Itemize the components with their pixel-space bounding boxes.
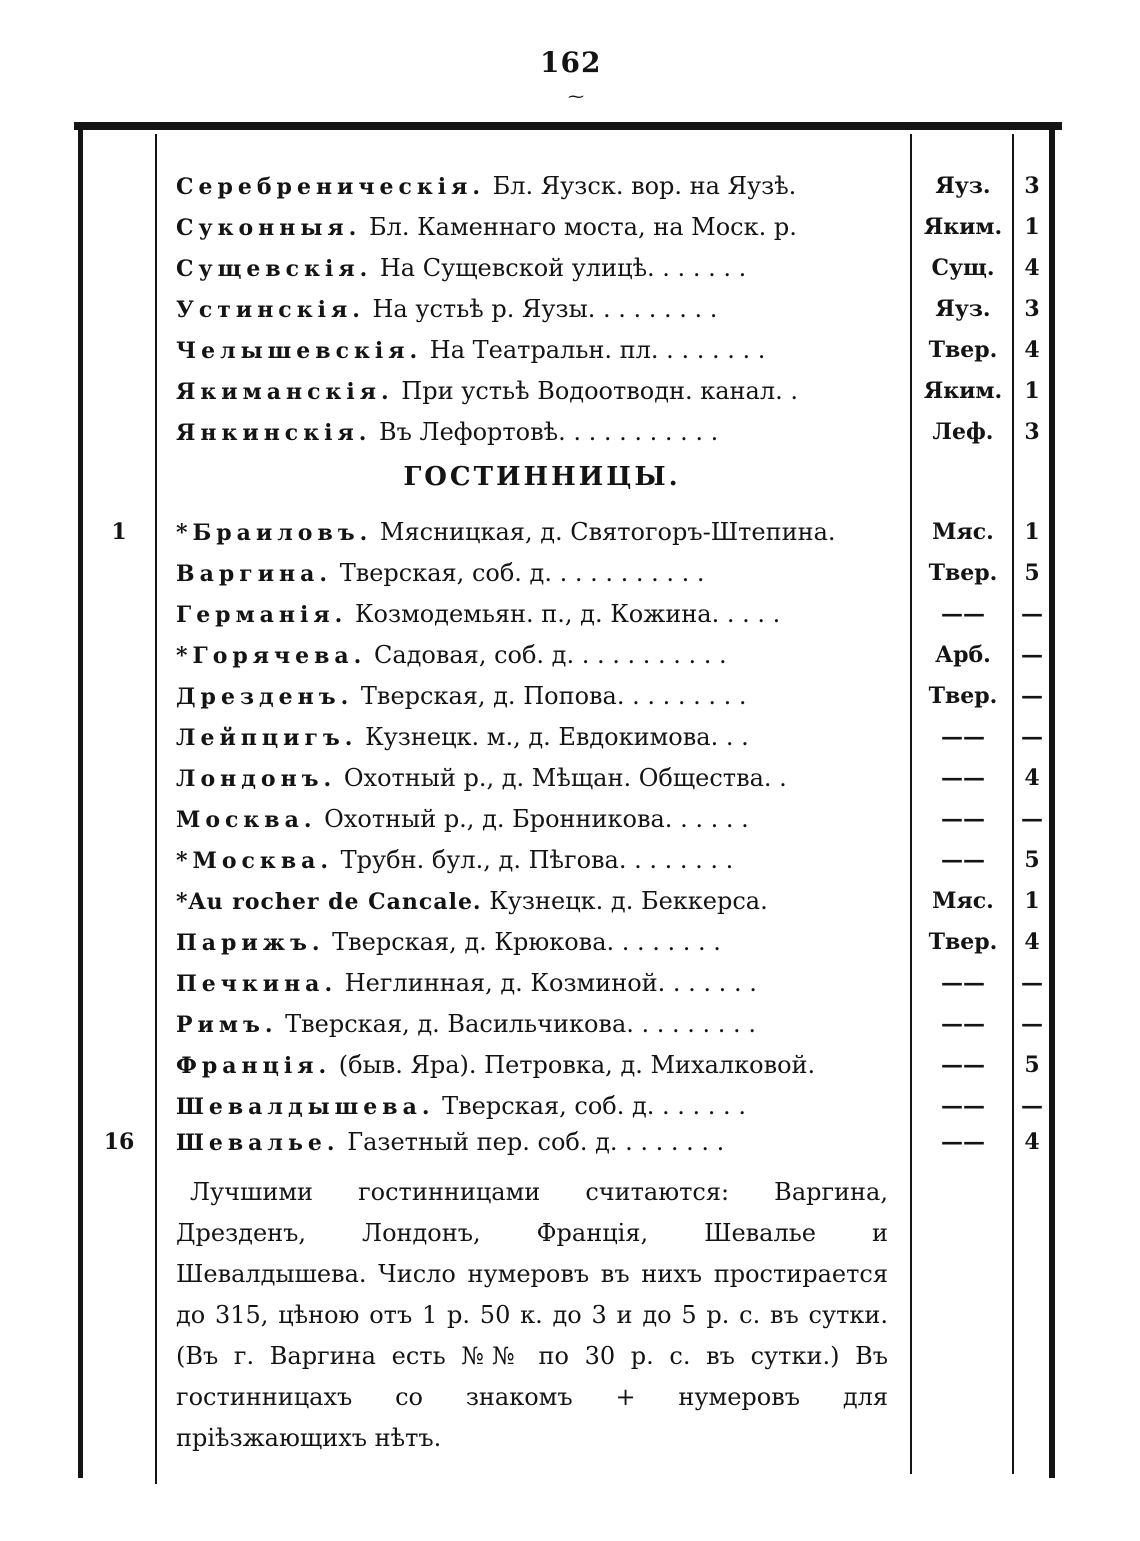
table-row: [0, 289, 1140, 329]
district-cell: Леф.: [932, 419, 994, 445]
table-row: [0, 1122, 1140, 1162]
district-cell: ——: [941, 1011, 985, 1037]
number-cell: 3: [1024, 296, 1040, 322]
number-cell: 4: [1024, 765, 1040, 791]
number-cell: —: [1021, 1093, 1043, 1119]
table-row: [0, 330, 1140, 370]
number-cell: 1: [1024, 378, 1040, 404]
page-number: 162: [540, 46, 602, 79]
district-cell: Твер.: [928, 560, 998, 586]
entry-text: Дрезденъ. Тверская, д. Попова. . . . . . . . .: [176, 682, 747, 710]
section-title-hotels: ГОСТИННИЦЫ.: [403, 462, 681, 492]
district-cell: Твер.: [928, 337, 998, 363]
entry-text: *Au rocher de Cancale. Кузнецк. д. Беккерса.: [176, 887, 768, 915]
number-cell: —: [1021, 970, 1043, 996]
page-mark: ⁓: [568, 87, 584, 106]
table-row: [0, 922, 1140, 962]
district-cell: Яуз.: [935, 296, 991, 322]
table-row: [0, 166, 1140, 206]
entry-text: Суконныя. Бл. Каменнаго моста, на Моск. р.: [176, 213, 797, 241]
district-cell: ——: [941, 724, 985, 750]
district-cell: ——: [941, 1129, 985, 1155]
table-row: [0, 840, 1140, 880]
number-cell: 5: [1024, 560, 1040, 586]
row-index: 16: [103, 1129, 135, 1155]
table-row: [0, 371, 1140, 411]
entry-text: Серебреническія. Бл. Яузск. вор. на Яузѣ.: [176, 172, 797, 200]
entry-text: Якиманскія. При устьѣ Водоотводн. канал. .: [176, 377, 798, 405]
entry-text: Парижъ. Тверская, д. Крюкова. . . . . . . .: [176, 928, 721, 956]
number-cell: —: [1021, 1011, 1043, 1037]
number-cell: —: [1021, 683, 1043, 709]
entry-text: Янкинскія. Въ Лефортовѣ. . . . . . . . . . .: [176, 418, 719, 446]
district-cell: Арб.: [935, 642, 991, 668]
entry-text: Шевалдышева. Тверская, соб. д. . . . . . .: [176, 1092, 746, 1120]
entry-text: Лейпцигъ. Кузнецк. м., д. Евдокимова. . .: [176, 723, 749, 751]
entry-text: Челышевскія. На Театральн. пл. . . . . . . .: [176, 336, 766, 364]
district-cell: ——: [941, 806, 985, 832]
district-cell: ——: [941, 970, 985, 996]
table-row: [0, 758, 1140, 798]
district-cell: Яким.: [923, 214, 1003, 240]
district-cell: Твер.: [928, 929, 998, 955]
entry-text: Лондонъ. Охотный р., д. Мѣщан. Общества. .: [176, 764, 787, 792]
district-cell: Яуз.: [935, 173, 991, 199]
table-row: [0, 412, 1140, 452]
table-row: [0, 1004, 1140, 1044]
table-row: [0, 635, 1140, 675]
table-row: [0, 594, 1140, 634]
table-row: [0, 717, 1140, 757]
table-row: [0, 512, 1140, 552]
number-cell: —: [1021, 724, 1043, 750]
district-cell: Мяс.: [932, 888, 994, 914]
district-cell: ——: [941, 1052, 985, 1078]
table-row: [0, 881, 1140, 921]
table-row: [0, 553, 1140, 593]
number-cell: 3: [1024, 173, 1040, 199]
table-top-rule: [74, 122, 1062, 130]
table-row: [0, 207, 1140, 247]
district-cell: ——: [941, 601, 985, 627]
district-cell: Мяс.: [932, 519, 994, 545]
number-cell: 5: [1024, 847, 1040, 873]
number-cell: 4: [1024, 929, 1040, 955]
entry-text: *Москва. Трубн. бул., д. Пѣгова. . . . . . . .: [176, 846, 734, 874]
entry-text: Варгина. Тверская, соб. д. . . . . . . . . . .: [176, 559, 705, 587]
district-cell: Сущ.: [931, 255, 995, 281]
entry-text: Устинскія. На устьѣ р. Яузы. . . . . . . . .: [176, 295, 718, 323]
entry-text: Печкина. Неглинная, д. Козминой. . . . . . .: [176, 969, 757, 997]
entry-text: Римъ. Тверская, д. Васильчикова. . . . . . . . .: [176, 1010, 756, 1038]
entry-text: Москва. Охотный р., д. Бронникова. . . . . .: [176, 805, 749, 833]
table-row: [0, 248, 1140, 288]
number-cell: —: [1021, 806, 1043, 832]
number-cell: —: [1021, 601, 1043, 627]
entry-text: *Браиловъ. Мясницкая, д. Святогоръ-Штепина.: [176, 518, 836, 546]
district-cell: ——: [941, 1093, 985, 1119]
table-row: [0, 1045, 1140, 1085]
table-row: [0, 963, 1140, 1003]
entry-text: Германія. Козмодемьян. п., д. Кожина. . . . .: [176, 600, 781, 628]
table-row: [0, 799, 1140, 839]
entry-text: Шевалье. Газетный пер. соб. д. . . . . . . .: [176, 1128, 725, 1156]
number-cell: 4: [1024, 337, 1040, 363]
number-cell: 1: [1024, 519, 1040, 545]
number-cell: 4: [1024, 1129, 1040, 1155]
district-cell: Яким.: [923, 378, 1003, 404]
number-cell: 4: [1024, 255, 1040, 281]
number-cell: 1: [1024, 214, 1040, 240]
district-cell: ——: [941, 765, 985, 791]
number-cell: —: [1021, 642, 1043, 668]
entry-text: Франція. (быв. Яра). Петровка, д. Михалковой.: [176, 1051, 816, 1079]
district-cell: Твер.: [928, 683, 998, 709]
number-cell: 5: [1024, 1052, 1040, 1078]
table-row: [0, 1086, 1140, 1126]
number-cell: 3: [1024, 419, 1040, 445]
table-row: [0, 676, 1140, 716]
entry-text: *Горячева. Садовая, соб. д. . . . . . . . . . .: [176, 641, 727, 669]
row-index: 1: [111, 519, 127, 545]
entry-text: Сущевскія. На Сущевской улицѣ. . . . . . .: [176, 254, 747, 282]
district-cell: ——: [941, 847, 985, 873]
number-cell: 1: [1024, 888, 1040, 914]
hotels-note: Лучшими гостинницами считаются: Варгина, Дрезденъ, Лондонъ, Франція, Шевалье и Шевалдышева. Число нумеровъ въ нихъ простирается до 315, цѣною отъ 1 р. 50 к. до 3 и до 5 р. с. въ сутки. (Въ г. Варгина есть №№ по 30 р. с. въ сутки.) Въ гостинницахъ со знакомъ + нумеровъ для пріѣзжающихъ нѣтъ.: [176, 1178, 888, 1452]
